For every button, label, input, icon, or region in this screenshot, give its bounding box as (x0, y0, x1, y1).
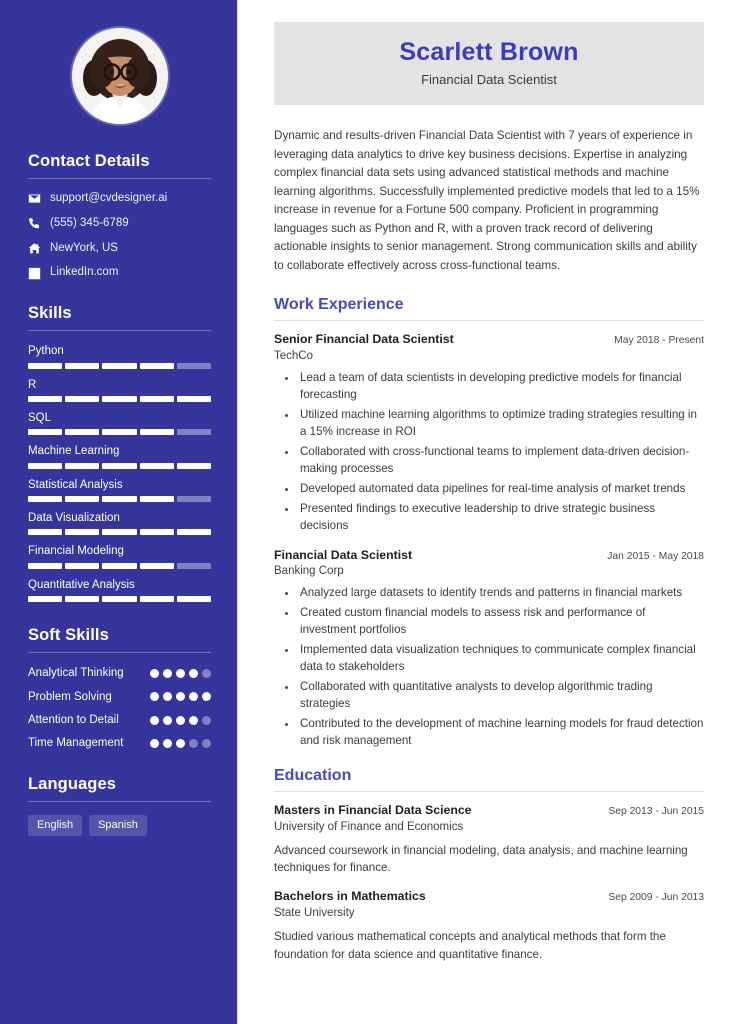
skill-label: Machine Learning (28, 445, 120, 458)
education-entry-institution: State University (274, 907, 355, 920)
contact-item-phone[interactable] (28, 217, 211, 231)
skill-segment (65, 363, 99, 369)
skill-segment (65, 563, 99, 569)
skill-row (28, 511, 211, 535)
skill-level-bar (28, 463, 211, 469)
skill-segment (28, 363, 62, 369)
summary-text: Dynamic and results-driven Financial Data Scientist with 7 years of experience in leveraging data analytics to drive key business decisions. Expertise in analyzing complex financial data sets using advanced statistical methods and machine learning algorithms. Successfully implemented predictive models that led to a 15% increase in revenue for a Fortune 500 company. Proficient in programming languages such as Python and R, with a proven track record of delivering actionable insights to senior management. Strong communication skills and ability to collaborate effectively across cross-functional teams. (274, 129, 700, 272)
skill-label: Quantitative Analysis (28, 578, 135, 591)
contact-item-location[interactable] (28, 242, 211, 256)
skill-segment (140, 463, 174, 469)
education-divider (274, 791, 704, 792)
sidebar (0, 0, 238, 1024)
skill-segment (28, 396, 62, 402)
skill-segment (140, 563, 174, 569)
soft-skills-heading: Soft Skills (28, 626, 109, 645)
soft-skill-rating (150, 692, 211, 701)
skill-row (28, 378, 211, 402)
work-entry-date: Jan 2015 - May 2018 (607, 550, 704, 562)
soft-skills-list (28, 666, 211, 751)
skills-heading: Skills (28, 304, 72, 323)
skill-segment (177, 529, 211, 535)
skills-list (28, 344, 211, 602)
skills-section (28, 304, 211, 602)
skill-segment (102, 563, 136, 569)
contact-phone-value: (555) 345-6789 (50, 216, 129, 229)
education-heading: Education (274, 766, 352, 784)
contact-item-linkedin[interactable] (28, 266, 211, 280)
rating-dot (176, 669, 185, 678)
skill-segment (28, 463, 62, 469)
soft-skill-label: Attention to Detail (28, 713, 119, 726)
soft-skill-label: Analytical Thinking (28, 667, 124, 680)
soft-skill-rating (150, 739, 211, 748)
list-item: • Collaborated with quantitative analysts to develop algorithmic trading strategies (298, 679, 704, 713)
list-item: • Collaborated with cross-functional teams to implement data-driven decision-making processes (298, 444, 704, 478)
skill-segment (177, 563, 211, 569)
work-entry-header (274, 548, 704, 564)
soft-skills-divider (28, 652, 211, 653)
soft-skill-rating (150, 716, 211, 725)
skill-segment (102, 496, 136, 502)
soft-skill-row (28, 736, 211, 750)
rating-dot (163, 716, 172, 725)
education-entry-header (274, 803, 704, 819)
contact-item-email[interactable] (28, 192, 211, 206)
soft-skill-rating (150, 669, 211, 678)
skill-level-bar (28, 563, 211, 569)
rating-dot (189, 692, 198, 701)
skill-row (28, 478, 211, 502)
contact-divider (28, 178, 211, 179)
contact-linkedin-value: LinkedIn.com (50, 266, 119, 279)
envelope-icon (28, 192, 41, 205)
skill-segment (102, 596, 136, 602)
skill-label: Statistical Analysis (28, 478, 123, 491)
skill-segment (65, 529, 99, 535)
soft-skill-label: Problem Solving (28, 690, 112, 703)
list-item: • Developed automated data pipelines for real-time analysis of market trends (298, 481, 704, 498)
soft-skills-section (28, 626, 211, 751)
rating-dot (150, 692, 159, 701)
list-item: • Presented findings to executive leadership to drive strategic business decisions (298, 501, 704, 535)
skill-level-bar (28, 429, 211, 435)
rating-dot (202, 716, 211, 725)
rating-dot (189, 669, 198, 678)
name-band (274, 22, 704, 105)
list-item: • Analyzed large datasets to identify trends and patterns in financial markets (298, 585, 704, 602)
work-entry-title: Financial Data Scientist (274, 547, 413, 562)
soft-skill-label: Time Management (28, 737, 124, 750)
rating-dot (202, 739, 211, 748)
education-entry (274, 803, 704, 877)
skill-segment (140, 429, 174, 435)
work-entry-date: May 2018 - Present (614, 335, 704, 347)
skill-segment (65, 596, 99, 602)
language-tag: English (28, 815, 82, 836)
skill-level-bar (28, 496, 211, 502)
contact-section (28, 152, 211, 280)
skill-row (28, 444, 211, 468)
education-entry-description: Studied various mathematical concepts and analytical methods that form the foundation for data science and quantitative finance. (274, 930, 666, 961)
skill-segment (28, 529, 62, 535)
skill-segment (177, 463, 211, 469)
skill-row (28, 544, 211, 568)
work-experience-heading: Work Experience (274, 296, 404, 314)
skill-row (28, 411, 211, 435)
soft-skill-row (28, 713, 211, 727)
education-entry-date: Sep 2009 - Jun 2013 (608, 892, 704, 904)
skill-segment (177, 496, 211, 502)
avatar-wrapper (28, 28, 211, 124)
skill-segment (140, 596, 174, 602)
rating-dot (163, 669, 172, 678)
skill-segment (140, 363, 174, 369)
list-item: • Contributed to the development of machine learning models for fraud detection and risk management (298, 716, 704, 750)
skill-segment (177, 429, 211, 435)
skill-segment (102, 429, 136, 435)
rating-dot (150, 739, 159, 748)
education-list (274, 803, 704, 963)
work-experience-divider (274, 320, 704, 321)
skill-level-bar (28, 529, 211, 535)
list-item: • Lead a team of data scientists in developing predictive models for financial forecasting (298, 370, 704, 404)
work-entry-bullets (274, 585, 704, 749)
rating-dot (150, 716, 159, 725)
rating-dot (202, 669, 211, 678)
avatar (72, 28, 168, 124)
languages-divider (28, 801, 211, 802)
skill-segment (177, 363, 211, 369)
skill-row (28, 344, 211, 368)
contact-list (28, 192, 211, 280)
list-item: • Implemented data visualization techniques to communicate complex financial data to stakeholders (298, 642, 704, 676)
skills-divider (28, 330, 211, 331)
skill-segment (177, 396, 211, 402)
languages-list (28, 815, 211, 836)
education-entry-date: Sep 2013 - Jun 2015 (608, 805, 704, 817)
skill-level-bar (28, 596, 211, 602)
main-content (238, 0, 730, 1024)
education-entry-description: Advanced coursework in financial modeling, data analysis, and machine learning techniques for finance. (274, 843, 688, 874)
soft-skill-row (28, 666, 211, 680)
language-tag: Spanish (89, 815, 147, 836)
contact-email-value: support@cvdesigner.ai (50, 192, 168, 204)
skill-segment (28, 563, 62, 569)
skill-segment (65, 496, 99, 502)
skill-segment (28, 596, 62, 602)
skill-label: Data Visualization (28, 512, 120, 525)
skill-level-bar (28, 396, 211, 402)
linkedin-icon (28, 267, 41, 280)
rating-dot (163, 692, 172, 701)
contact-heading: Contact Details (28, 152, 150, 170)
skill-segment (140, 529, 174, 535)
work-entry-title: Senior Financial Data Scientist (274, 332, 454, 347)
work-entry (274, 548, 704, 750)
rating-dot (189, 739, 198, 748)
education-entry-title: Bachelors in Mathematics (274, 889, 426, 904)
work-entry-header (274, 332, 704, 348)
skill-segment (65, 463, 99, 469)
work-experience-section (274, 295, 704, 749)
work-entry-organization: Banking Corp (274, 565, 344, 578)
contact-location-value: NewYork, US (50, 241, 118, 254)
skill-level-bar (28, 363, 211, 369)
skill-segment (177, 596, 211, 602)
education-entry-institution: University of Finance and Economics (274, 820, 464, 833)
skill-segment (28, 496, 62, 502)
skill-segment (140, 496, 174, 502)
page-title: Scarlett Brown (399, 38, 579, 66)
phone-icon (28, 217, 41, 230)
skill-label: R (28, 378, 37, 391)
skill-label: SQL (28, 411, 52, 424)
education-entry-header (274, 889, 704, 905)
skill-segment (102, 363, 136, 369)
rating-dot (150, 669, 159, 678)
skill-label: Financial Modeling (28, 545, 124, 558)
rating-dot (176, 739, 185, 748)
rating-dot (189, 716, 198, 725)
work-entry-organization: TechCo (274, 350, 313, 363)
skill-label: Python (28, 345, 64, 358)
skill-segment (102, 529, 136, 535)
rating-dot (202, 692, 211, 701)
skill-segment (140, 396, 174, 402)
rating-dot (176, 692, 185, 701)
rating-dot (176, 716, 185, 725)
languages-heading: Languages (28, 774, 117, 793)
work-experience-list (274, 332, 704, 749)
list-item: • Utilized machine learning algorithms to optimize trading strategies resulting in a 15% increase in ROI (298, 407, 704, 441)
languages-section (28, 775, 211, 836)
soft-skill-row (28, 690, 211, 704)
list-item: • Created custom financial models to assess risk and performance of investment portfolios (298, 605, 704, 639)
job-title: Financial Data Scientist (421, 71, 557, 87)
skill-segment (28, 429, 62, 435)
work-entry-bullets (274, 370, 704, 534)
skill-row (28, 578, 211, 602)
education-entry-title: Masters in Financial Data Science (274, 802, 472, 817)
skill-segment (65, 429, 99, 435)
skill-segment (65, 396, 99, 402)
education-entry (274, 889, 704, 963)
home-icon (28, 242, 41, 255)
work-entry (274, 332, 704, 534)
skill-segment (102, 463, 136, 469)
skill-segment (102, 396, 136, 402)
education-section (274, 766, 704, 963)
rating-dot (163, 739, 172, 748)
